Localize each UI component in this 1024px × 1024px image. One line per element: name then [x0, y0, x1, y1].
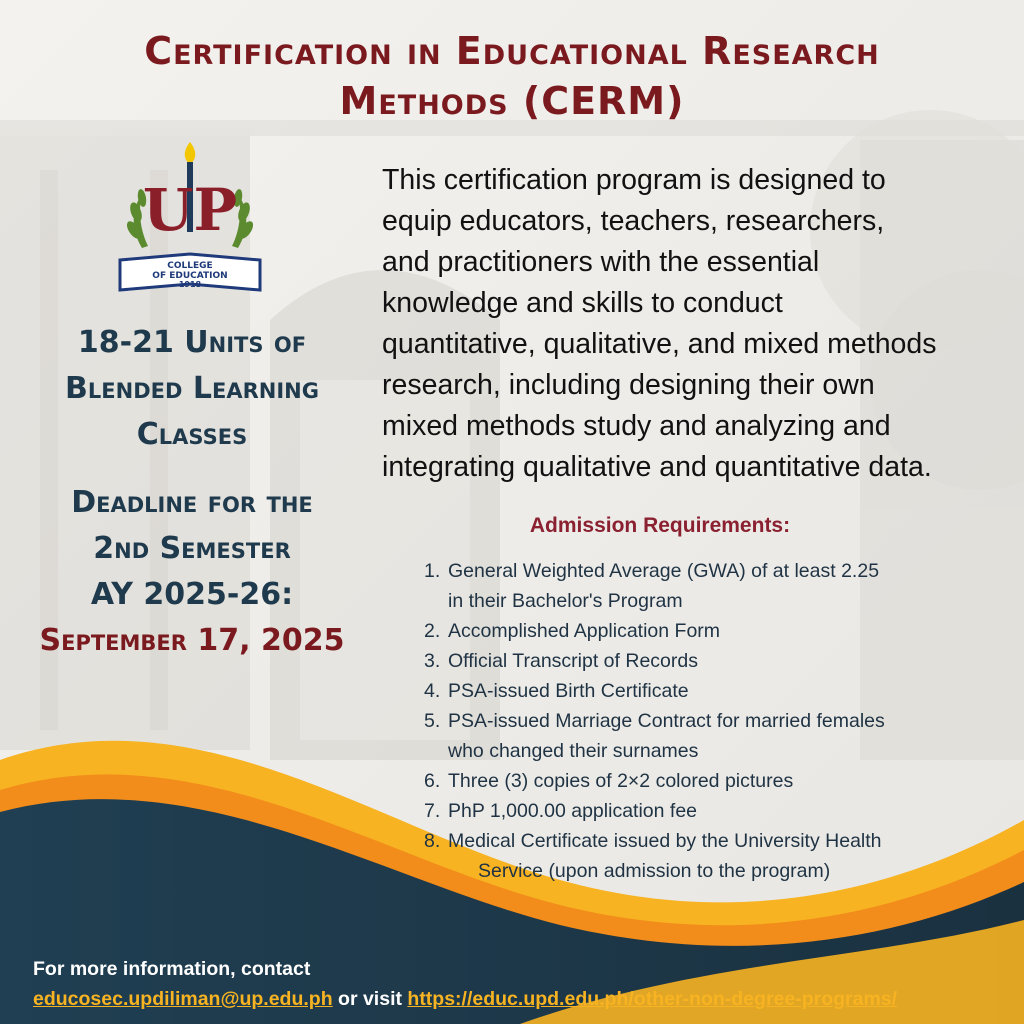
item-number: 8.: [424, 830, 441, 852]
deadline-line-2: 2nd Semester: [93, 531, 291, 566]
logo-text-line-1: COLLEGE: [167, 261, 213, 271]
title-line-1: Certification in Educational Research: [144, 29, 880, 73]
website-link[interactable]: https://educ.upd.edu.ph/other-non-degree-programs/: [407, 988, 898, 1010]
list-item: [424, 766, 964, 796]
list-item: [424, 616, 964, 646]
item-text: PSA-issued Birth Certificate: [448, 680, 689, 702]
item-line: in their Bachelor's Program: [448, 590, 683, 612]
item-line: Medical Certificate issued by the University Health: [448, 830, 882, 852]
left-panel: [32, 320, 352, 664]
item-number: 5.: [424, 710, 441, 732]
requirements-title: Admission Requirements:: [529, 514, 791, 537]
contact-text: For more information, contact: [33, 958, 311, 980]
list-item: [424, 706, 964, 766]
description-line: This certification program is designed to: [382, 164, 886, 196]
item-text: [448, 556, 964, 616]
contact-links: [33, 984, 1013, 1014]
description-line: knowledge and skills to conduct: [382, 287, 783, 319]
deadline-info: [32, 480, 352, 664]
deadline-line-1: Deadline for the: [71, 485, 313, 520]
deadline-line-3: AY 2025-26:: [90, 577, 294, 612]
units-info: [32, 320, 352, 458]
description-line: quantitative, qualitative, and mixed methods: [382, 328, 937, 360]
item-number: 4.: [424, 680, 441, 702]
description-line: integrating qualitative and quantitative data.: [382, 451, 932, 483]
program-description: [382, 160, 1002, 488]
item-text: [448, 706, 964, 766]
item-number: 1.: [424, 560, 441, 582]
list-item: [424, 556, 964, 616]
list-item: [424, 796, 964, 826]
logo-year: 1918: [178, 280, 202, 289]
title-line-2: Methods (CERM): [339, 79, 685, 123]
description-line: research, including designing their own: [382, 369, 875, 401]
item-line: General Weighted Average (GWA) of at least 2.25: [448, 560, 880, 582]
item-text: PhP 1,000.00 application fee: [448, 800, 698, 822]
item-number: 2.: [424, 620, 441, 642]
description-line: equip educators, teachers, researchers,: [382, 205, 885, 237]
units-line-1: 18-21 Units of: [77, 325, 307, 360]
or-visit-text: or visit: [332, 988, 408, 1010]
page-title: [40, 26, 984, 126]
list-item: [424, 646, 964, 676]
list-item: [424, 826, 964, 886]
email-link[interactable]: educosec.updiliman@up.edu.ph: [33, 988, 333, 1010]
units-line-3: Classes: [136, 417, 248, 452]
item-line: PSA-issued Marriage Contract for married females: [448, 710, 885, 732]
description-line: and practitioners with the essential: [382, 246, 820, 278]
list-item: [424, 676, 964, 706]
item-number: 3.: [424, 650, 441, 672]
item-line: who changed their surnames: [448, 740, 699, 762]
units-line-2: Blended Learning: [65, 371, 319, 406]
requirements-list: [424, 556, 964, 886]
item-line: Service (upon admission to the program): [478, 860, 831, 882]
footer-contact: [33, 954, 1013, 1014]
item-text: [448, 826, 964, 886]
item-text: Three (3) copies of 2×2 colored pictures: [448, 770, 794, 792]
logo-text-line-2: OF EDUCATION: [152, 271, 228, 281]
up-college-of-education-logo: [112, 138, 268, 298]
logo-letters: UP: [142, 176, 238, 244]
item-text: Official Transcript of Records: [448, 650, 698, 672]
item-number: 7.: [424, 800, 441, 822]
deadline-date: September 17, 2025: [39, 623, 345, 658]
item-text: Accomplished Application Form: [448, 620, 721, 642]
description-line: mixed methods study and analyzing and: [382, 410, 891, 442]
item-number: 6.: [424, 770, 441, 792]
